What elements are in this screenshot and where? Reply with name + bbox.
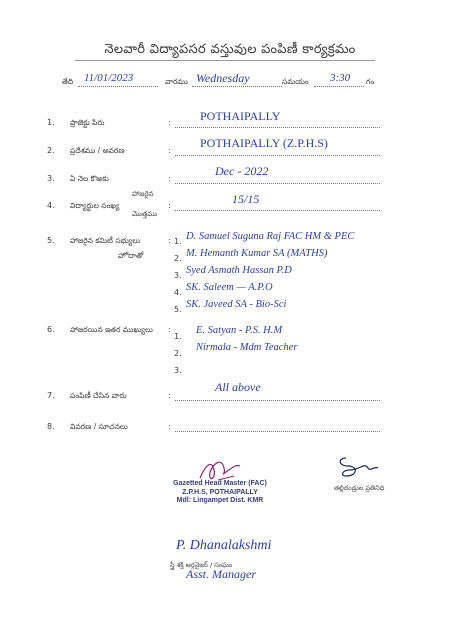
field-3-number: 3.: [47, 174, 55, 183]
member-1-text: D. Samuel Suguna Raj FAC HM & PEC: [186, 231, 355, 242]
distributed-colon: :: [168, 391, 171, 400]
remarks-number: 8.: [47, 422, 55, 431]
field-3-dots: [175, 183, 380, 184]
field-2-number: 2.: [47, 146, 55, 155]
member-3-text: Syed Asmath Hassan P.D: [186, 265, 292, 276]
member-2-text: M. Hemanth Kumar SA (MATHS): [186, 248, 328, 259]
committee-number: 5.: [47, 236, 55, 245]
remarks-dots: [175, 431, 380, 432]
field-2-colon: :: [168, 146, 171, 155]
hm-stamp-line3: Mdl: Lingampet Dist. KMR: [176, 497, 264, 504]
member-5-text: SK. Javeed SA - Bio-Sci: [186, 299, 287, 310]
field-3-label: ఏ నెల కొఱకు: [70, 174, 109, 183]
other-2-text: Nirmala - Mdm Teacher: [196, 342, 298, 353]
field-2-value: POTHAIPALLY (Z.P.H.S): [200, 136, 328, 150]
other-3-number: 3.: [174, 366, 182, 375]
field-4-number: 4.: [47, 201, 55, 210]
field-3-value: Dec - 2022: [215, 164, 269, 178]
committee-colon: :: [168, 236, 171, 245]
remarks-colon: :: [168, 422, 171, 431]
field-2-label: ప్రదేశము / అవరణ: [70, 146, 125, 155]
date-value: 11/01/2023: [84, 72, 134, 84]
title-underline: [75, 60, 375, 61]
field-2-dots: [175, 155, 380, 156]
field-1-dots: [175, 127, 380, 128]
member-3-number: 3.: [174, 271, 182, 280]
member-4-text: SK. Saleem — A.P.O: [186, 282, 273, 293]
date-label: తేది: [62, 77, 74, 86]
parent-representative-signature: [334, 452, 384, 484]
distributed-dots: [175, 400, 380, 401]
member-4-number: 4.: [174, 288, 182, 297]
field-4-value: 15/15: [232, 192, 260, 206]
manager-title: Asst. Manager: [186, 567, 256, 581]
hm-stamp-line2: Z.P.H.S, POTHAIPALLY: [182, 488, 258, 496]
member-5-number: 5.: [174, 305, 182, 314]
document-title: నెలవారీ విద్యాపసర వస్తువుల పంపిణీ కార్యక్రమం: [104, 42, 356, 57]
field-1-value: POTHAIPALLY: [200, 109, 281, 123]
remarks-label: వివరణ / సూచనలు: [70, 422, 128, 431]
manager-name: P. Dhanalakshmi: [176, 538, 272, 553]
field-4-sub-top: హాజరైన: [132, 190, 154, 198]
field-4-sub-bottom: మొత్తము: [132, 210, 158, 218]
field-4-label: విద్యార్థుల సంఖ్య: [70, 201, 120, 210]
day-value: Wednesday: [196, 71, 250, 85]
member-2-number: 2.: [174, 254, 182, 263]
distributed-label: పంపిణీ చేసిన వారు: [70, 391, 127, 400]
time-suffix: గం: [366, 77, 375, 86]
parent-representative-caption: తల్లిదండ్రుల ప్రతినిధి: [334, 484, 385, 492]
time-value: 3:30: [330, 72, 351, 84]
date-dots: [78, 86, 158, 87]
committee-label: హాజరైన కమిటీ సభ్యులు: [70, 236, 141, 245]
field-3-colon: :: [168, 174, 171, 183]
distributed-number: 7.: [47, 391, 55, 400]
field-4-colon: :: [168, 201, 171, 210]
day-dots: [192, 86, 282, 87]
other-2-number: 2.: [174, 349, 182, 358]
member-1-number: 1.: [174, 237, 182, 246]
field-4-dots: [175, 210, 380, 211]
field-1-label: ప్రాజెక్టు పేరు: [70, 118, 105, 127]
hm-stamp: [150, 480, 290, 506]
day-label: వారము: [165, 77, 188, 86]
other-1-number: 1.: [174, 332, 182, 341]
manager-caption: స్త్రీ శక్తి ఆర్గనైజర్ / సంఘం: [170, 561, 233, 569]
other-1-text: E. Satyan - P.S. H.M: [196, 325, 283, 336]
time-label: సమయం: [282, 77, 309, 86]
hm-stamp-line1: Gazetted Head Master (FAC): [173, 480, 267, 487]
time-dots: [314, 86, 364, 87]
others-number: 6.: [47, 325, 55, 334]
others-label: హాజరయిన ఇతర ముఖ్యులు: [70, 325, 153, 334]
field-1-colon: :: [168, 118, 171, 127]
field-1-number: 1.: [47, 118, 55, 127]
committee-sub: హోదాతో: [118, 251, 144, 260]
others-colon: :: [168, 325, 171, 334]
distributed-value: All above: [215, 380, 261, 394]
